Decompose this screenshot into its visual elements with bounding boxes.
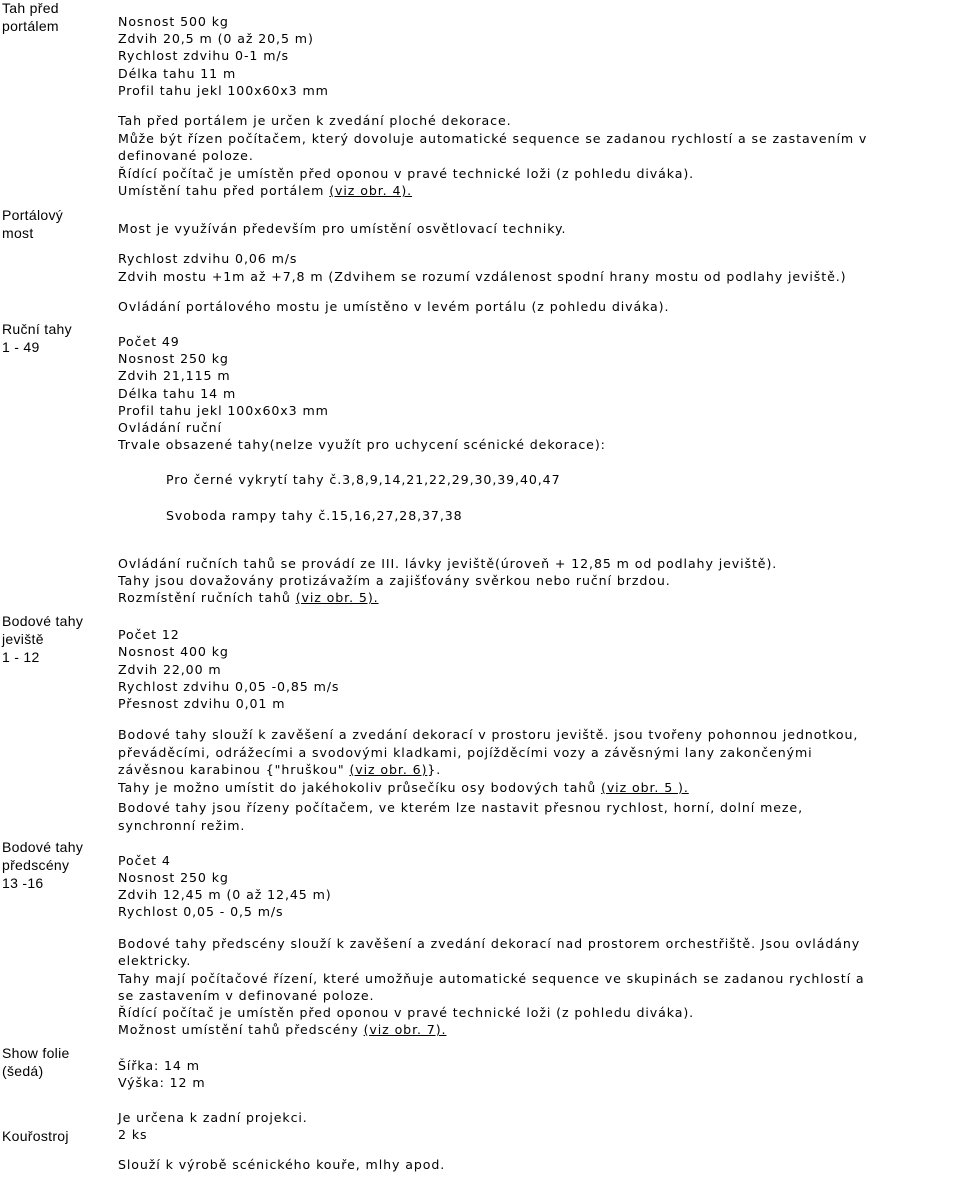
spec-line: Počet 4	[118, 853, 171, 868]
kourostroj-line: 2 ks	[118, 1127, 148, 1142]
label-kourostroj: Kouřostroj	[2, 1128, 69, 1144]
figure-link-5b[interactable]: (viz obr. 5 ).	[601, 780, 689, 795]
folie-line: Šířka: 14 m	[118, 1058, 200, 1073]
desc-line: Tahy mají počítačové řízení, které umožňuje automatické sequence ve skupinách se zadanou rychlostí a	[118, 971, 865, 986]
desc-line: Tah před portálem je určen k zvedání ploché dekorace.	[118, 113, 512, 128]
spec-line: Rychlost zdvihu 0,05 -0,85 m/s	[118, 679, 340, 694]
label-bodove-tahy-predsceny: Bodové tahy předscény 13 -16	[2, 839, 84, 891]
folie-line: Je určena k zadní projekci.	[118, 1110, 308, 1125]
folie-line: Výška: 12 m	[118, 1075, 206, 1090]
figure-link-4[interactable]: (viz obr. 4).	[329, 183, 413, 198]
placement-line: Rozmístění ručních tahů (viz obr. 5).	[118, 590, 379, 605]
most-line: Ovládání portálového mostu je umístěno v levém portálu (z pohledu diváka).	[118, 299, 670, 314]
spec-line: Délka tahu 14 m	[118, 386, 237, 401]
desc-line: elektricky.	[118, 953, 192, 968]
desc-line: převáděcími, odrážecími a svodovými kladkami, pojížděcími vozy a závěsnými lany zakončenými	[118, 745, 813, 760]
most-line: Zdvih mostu +1m až +7,8 m (Zdvihem se rozumí vzdálenost spodní hrany mostu od podlahy jeviště.)	[118, 269, 847, 284]
spec-line: Nosnost 400 kg	[118, 644, 229, 659]
spec-line: Zdvih 22,00 m	[118, 662, 222, 677]
ramp-line: Svoboda rampy tahy č.15,16,27,28,37,38	[166, 508, 463, 523]
spec-line: Počet 12	[118, 627, 180, 642]
label-rucni-tahy: Ruční tahy 1 - 49	[2, 321, 72, 355]
desc-line: Tahy je možno umístit do jakéhokoliv průsečíku osy bodových tahů (viz obr. 5 ).	[118, 780, 689, 795]
spec-line: Délka tahu 11 m	[118, 66, 237, 81]
label-show-folie: Show folie (šedá)	[2, 1045, 70, 1079]
spec-line: Zdvih 12,45 m (0 až 12,45 m)	[118, 887, 332, 902]
spec-line: Rychlost zdvihu 0-1 m/s	[118, 48, 289, 63]
spec-line: Trvale obsazené tahy(nelze využít pro uchycení scénické dekorace):	[118, 437, 606, 452]
control-line: Ovládání ručních tahů se provádí ze III. lávky jeviště(úroveň + 12,85 m od podlahy jeviště).	[118, 556, 778, 571]
desc-line: Bodové tahy slouží k zavěšení a zvedání dekorací v prostoru jeviště. jsou tvořeny pohonnou jednotkou,	[118, 727, 859, 742]
desc-line: Může být řízen počítačem, který dovoluje automatické sequence se zadanou rychlostí a se zastavením v	[118, 131, 868, 146]
spec-line: Nosnost 500 kg	[118, 14, 229, 29]
spec-line: Profil tahu jekl 100x60x3 mm	[118, 83, 329, 98]
desc-line: definované poloze.	[118, 148, 254, 163]
kourostroj-line: Slouží k výrobě scénického kouře, mlhy apod.	[118, 1157, 446, 1172]
desc-line: se zastavením v definované poloze.	[118, 988, 375, 1003]
label-tah-pred-portalem: Tah před portálem	[2, 0, 59, 34]
desc-line: Řídící počítač je umístěn před oponou v pravé technické loži (z pohledu diváka).	[118, 166, 695, 181]
spec-line: Zdvih 20,5 m (0 až 20,5 m)	[118, 31, 314, 46]
most-line: Rychlost zdvihu 0,06 m/s	[118, 251, 298, 266]
desc-line: závěsnou karabinou {"hruškou" (viz obr. 6)}.	[118, 762, 442, 777]
control-line: Tahy jsou dovažovány protizávažím a zajišťovány svěrkou nebo ruční brzdou.	[118, 573, 671, 588]
placement-line: Umístění tahu před portálem (viz obr. 4).	[118, 183, 413, 198]
spec-line: Rychlost 0,05 - 0,5 m/s	[118, 904, 284, 919]
spec-line: Profil tahu jekl 100x60x3 mm	[118, 403, 329, 418]
desc-line: synchronní režim.	[118, 818, 246, 833]
figure-link-6[interactable]: (viz obr. 6)	[349, 762, 428, 777]
figure-link-7[interactable]: (viz obr. 7).	[363, 1022, 447, 1037]
label-portalovy-most: Portálový most	[2, 207, 64, 241]
spec-line: Nosnost 250 kg	[118, 870, 229, 885]
placement-line: Možnost umístění tahů předscény (viz obr. 7).	[118, 1022, 447, 1037]
desc-line: Řídící počítač je umístěn před oponou v pravé technické loži (z pohledu diváka).	[118, 1005, 695, 1020]
spec-line: Přesnost zdvihu 0,01 m	[118, 696, 286, 711]
spec-line: Nosnost 250 kg	[118, 351, 229, 366]
spec-line: Ovládání ruční	[118, 420, 222, 435]
desc-line: Bodové tahy předscény slouží k zavěšení a zvedání dekorací nad prostorem orchestřiště. Jsou ovládány	[118, 936, 861, 951]
desc-line: Bodové tahy jsou řízeny počítačem, ve kterém lze nastavit přesnou rychlost, horní, dolní meze,	[118, 800, 803, 815]
figure-link-5[interactable]: (viz obr. 5).	[295, 590, 379, 605]
spec-line: Počet 49	[118, 334, 180, 349]
black-masking-line: Pro černé vykrytí tahy č.3,8,9,14,21,22,29,30,39,40,47	[166, 472, 561, 487]
most-line: Most je využíván především pro umístění osvětlovací techniky.	[118, 221, 567, 236]
spec-line: Zdvih 21,115 m	[118, 368, 231, 383]
label-bodove-tahy-jeviste: Bodové tahy jeviště 1 - 12	[2, 613, 84, 665]
